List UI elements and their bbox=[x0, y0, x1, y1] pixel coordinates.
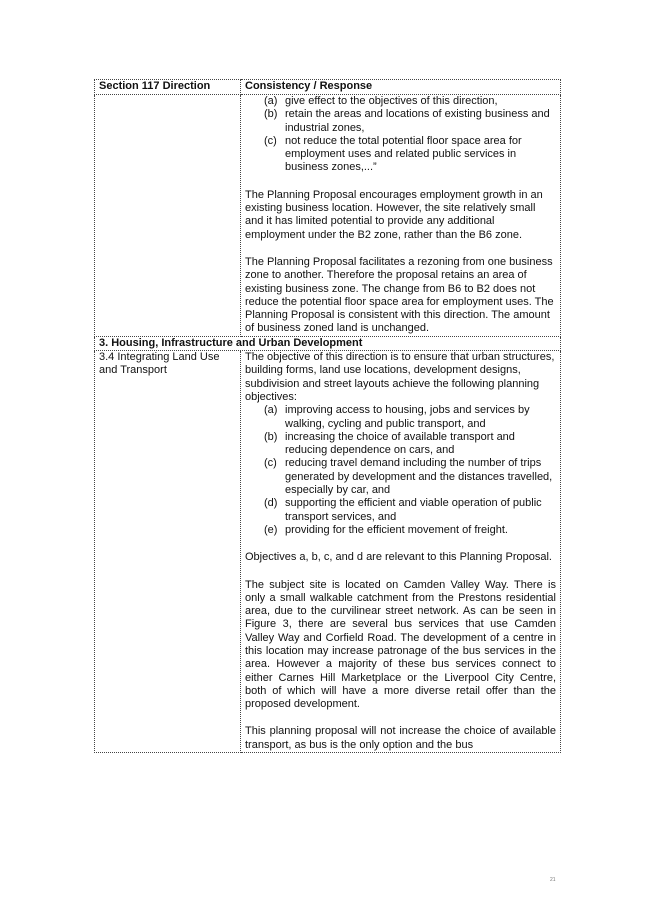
list-item: (b) retain the areas and locations of existing business and industrial zones, bbox=[264, 108, 550, 134]
list-item: (e) providing for the efficient movement of freight. bbox=[264, 523, 508, 536]
page-number: 21 bbox=[550, 877, 556, 883]
section-heading-row bbox=[95, 336, 561, 350]
table-row bbox=[95, 351, 561, 753]
section-3-heading: 3. Housing, Infrastructure and Urban Development bbox=[95, 336, 561, 350]
list-item: (d) supporting the efficient and viable operation of public transport services, and bbox=[264, 497, 542, 523]
table-header-row bbox=[95, 80, 561, 95]
row2-objective-list bbox=[245, 404, 556, 537]
row2-intro: The objective of this direction is to ensure that urban structures, building forms, land use locations, development designs, subdivision and street layouts achieve the following planning objectives: bbox=[245, 351, 555, 403]
header-consistency: Consistency / Response bbox=[241, 80, 561, 95]
row1-response-cell bbox=[241, 95, 561, 337]
row2-direction-cell: 3.4 Integrating Land Use and Transport bbox=[95, 351, 241, 753]
list-item: (c) reducing travel demand including the number of trips generated by development and the distances travelled, especially by car, and bbox=[264, 457, 553, 497]
list-item: (a) give effect to the objectives of this direction, bbox=[264, 95, 498, 107]
row2-paragraph-1: Objectives a, b, c, and d are relevant to this Planning Proposal. bbox=[245, 551, 552, 564]
row2-paragraph-3: This planning proposal will not increase the choice of available transport, as bus is the only option and the bus bbox=[245, 725, 556, 751]
list-item: (c) not reduce the total potential floor space area for employment uses and related public services in business zones,...” bbox=[264, 134, 522, 174]
table-row bbox=[95, 95, 561, 337]
row2-response-cell bbox=[241, 351, 561, 753]
header-direction: Section 117 Direction bbox=[95, 80, 241, 95]
section-117-table bbox=[94, 79, 561, 753]
row1-paragraph-1: The Planning Proposal encourages employment growth in an existing business location. However, the site relatively small and it has limited potential to provide any additional employment under the B2 zone, rather than the B6 zone. bbox=[245, 188, 543, 241]
row2-paragraph-2: The subject site is located on Camden Valley Way. There is only a small walkable catchment from the Prestons residential area, due to the curvilinear street network. As can be seen in Figure 3, there are several bus services that use Camden Valley Way and Corfield Road. The development of a centre in this location may increase patronage of the bus services in the area. However a majority of these bus services connect to either Carnes Hill Marketplace or the Liverpool City Centre, both of which will have a more diverse retail offer than the proposed development. bbox=[245, 578, 556, 711]
row1-objective-list bbox=[245, 95, 556, 175]
row1-direction-cell bbox=[95, 95, 241, 337]
list-item: (b) increasing the choice of available transport and reducing dependence on cars, and bbox=[264, 430, 515, 457]
row1-paragraph-2: The Planning Proposal facilitates a rezoning from one business zone to another. Therefore the proposal retains an area of existing business zone. The change from B6 to B2 does not reduce the potential floor space area for employment uses. The Planning Proposal is consistent with this direction. The amount of business zoned land is unchanged. bbox=[245, 255, 554, 335]
list-item: (a) improving access to housing, jobs and services by walking, cycling and public transport, and bbox=[264, 404, 530, 430]
